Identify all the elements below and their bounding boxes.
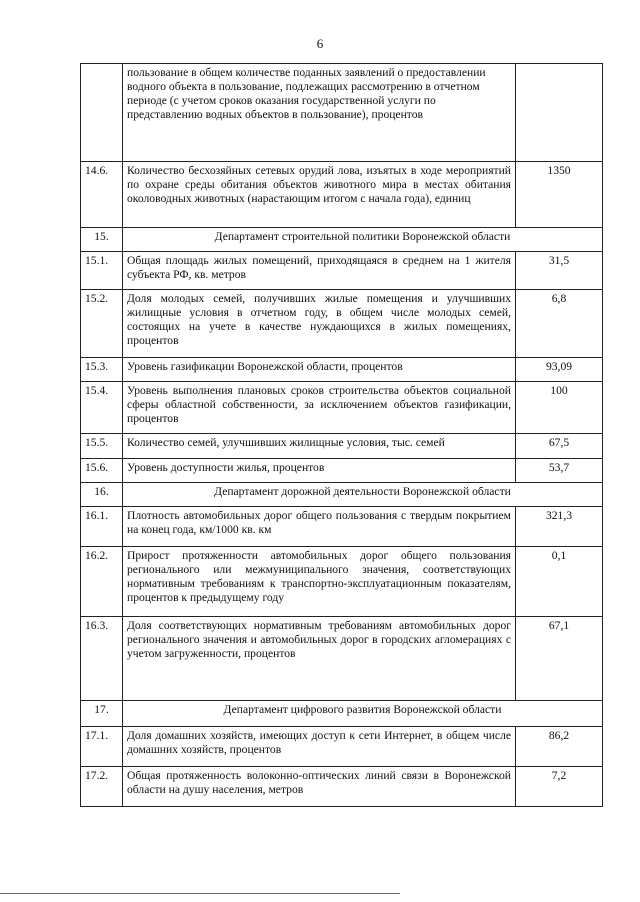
row-description: Уровень газификации Воронежской области, процентов [123,358,516,382]
row-value: 1350 [516,162,603,228]
row-value: 7,2 [516,767,603,807]
row-value: 67,1 [516,617,603,701]
row-number: 15.6. [81,459,123,483]
indicators-table [80,63,603,807]
footer-divider [0,893,400,894]
row-value: 31,5 [516,252,603,290]
table-row [81,617,603,701]
row-number: 16.1. [81,507,123,547]
row-value: 53,7 [516,459,603,483]
table-row [81,382,603,434]
row-description: Доля соответствующих нормативным требованиям автомобильных дорог регионального значения и автомобильных дорог в городских агломерациях с учетом загруженности, процентов [123,617,516,701]
department-header-row [81,228,603,252]
row-value: 0,1 [516,547,603,617]
department-title: Департамент дорожной деятельности Воронежской области [123,483,603,507]
row-value [516,64,603,162]
table-row [81,162,603,228]
row-description: пользование в общем количестве поданных заявлений о предоставлении водного объекта в пользование, подлежащих рассмотрению в отчетном периоде (с учетом сроков оказания государственной услуги по представлению водных объектов в пользование), процентов [123,64,516,162]
table-row [81,434,603,459]
row-description: Прирост протяженности автомобильных дорог общего пользования регионального или межмуниципального значения, соответствующих нормативным требованиям к транспортно-эксплуатационным показателям, процентов к предыдущему году [123,547,516,617]
row-value: 100 [516,382,603,434]
table-row [81,727,603,767]
row-number [81,64,123,162]
department-number: 15. [81,228,123,252]
table-row [81,64,603,162]
row-description: Общая площадь жилых помещений, приходящаяся в среднем на 1 жителя субъекта РФ, кв. метров [123,252,516,290]
row-value: 321,3 [516,507,603,547]
row-number: 17.1. [81,727,123,767]
row-number: 15.5. [81,434,123,459]
row-number: 15.2. [81,290,123,358]
department-title: Департамент цифрового развития Воронежской области [123,701,603,727]
row-value: 67,5 [516,434,603,459]
row-number: 15.3. [81,358,123,382]
table-row [81,459,603,483]
table-row [81,767,603,807]
row-number: 16.3. [81,617,123,701]
department-number: 17. [81,701,123,727]
table-row [81,358,603,382]
row-description: Уровень доступности жилья, процентов [123,459,516,483]
row-description: Количество семей, улучшивших жилищные условия, тыс. семей [123,434,516,459]
table-row [81,547,603,617]
row-description: Количество бесхозяйных сетевых орудий лова, изъятых в ходе мероприятий по охране среды обитания объектов животного мира в местах обитания околоводных животных (нарастающим итогом с начала года), единиц [123,162,516,228]
row-number: 14.6. [81,162,123,228]
row-description: Уровень выполнения плановых сроков строительства объектов социальной сферы областной собственности, за исключением объектов газификации, процентов [123,382,516,434]
row-description: Доля домашних хозяйств, имеющих доступ к сети Интернет, в общем числе домашних хозяйств, процентов [123,727,516,767]
table-row [81,252,603,290]
department-title: Департамент строительной политики Воронежской области [123,228,603,252]
table-row [81,507,603,547]
table-row [81,290,603,358]
row-number: 17.2. [81,767,123,807]
row-number: 15.4. [81,382,123,434]
row-value: 93,09 [516,358,603,382]
department-header-row [81,701,603,727]
row-description: Доля молодых семей, получивших жилые помещения и улучшивших жилищные условия в отчетном году, в общем числе молодых семей, состоящих на учете в качестве нуждающихся в жилых помещениях, процентов [123,290,516,358]
row-description: Плотность автомобильных дорог общего пользования с твердым покрытием на конец года, км/1000 кв. км [123,507,516,547]
row-number: 15.1. [81,252,123,290]
row-description: Общая протяженность волоконно-оптических линий связи в Воронежской области на душу населения, метров [123,767,516,807]
department-header-row [81,483,603,507]
row-value: 6,8 [516,290,603,358]
row-value: 86,2 [516,727,603,767]
department-number: 16. [81,483,123,507]
page-number: 6 [316,36,324,51]
row-number: 16.2. [81,547,123,617]
